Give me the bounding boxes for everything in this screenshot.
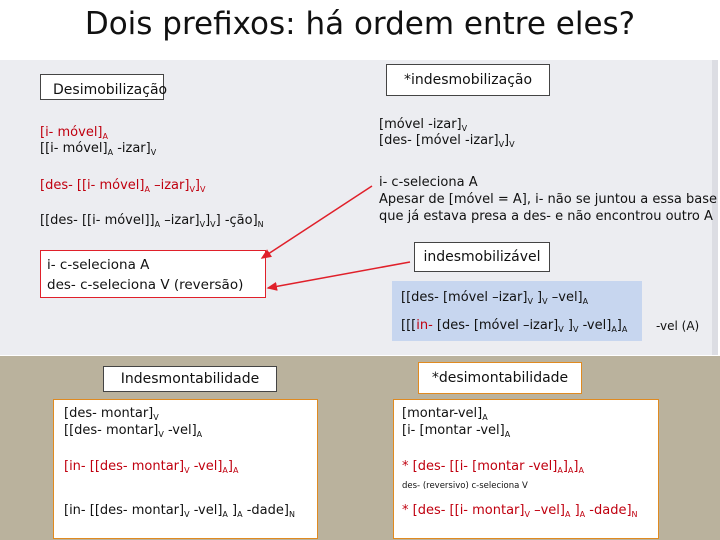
note-des-line: des- c-seleciona V (reversão) <box>47 277 244 293</box>
lt-line1: [i- $móvel]_A$ <box>40 125 108 141</box>
lb-line3: [in- [[des- $montar]_V$ $-vel]_A]_A$ <box>64 459 239 475</box>
indesmobilizacao-text: *indesmobilização <box>403 72 533 88</box>
slide-title: Dois prefixos: há ordem entre eles? <box>84 6 636 42</box>
arrow-to-selection-i <box>262 186 372 258</box>
rt-expl1: i- c-seleciona A <box>379 175 478 190</box>
lb-line4: [in- [[des- $montar]_V$ $-vel]_A$ ]$_A$ $-dade]_N$ <box>64 503 295 519</box>
rb-line4: * [des- [[i- $montar]_V$ $-vel]_A$ ]$_A$ $-dade]_N$ <box>402 503 638 519</box>
rb-line2: [i- [montar $-vel]_A$ <box>402 423 511 439</box>
rt-expl2: Apesar de [móvel = A], i- não se juntou a essa base <box>379 192 717 207</box>
rb-line3: * [des- [[i- [montar $-vel]_A]_A]_A$ <box>402 459 584 475</box>
desimontabilidade-text: *desimontabilidade <box>431 370 569 386</box>
lt-line4: [[des- [[i- $móvel]]_A$ $-izar]_V]_V$] $-ção]_N$ <box>40 213 264 229</box>
rt-form2: [[[in- [des- [móvel $-izar]_V$ ]$_V$ $-vel]_A]_A$ <box>401 318 628 334</box>
rt-expl3: que já estava presa a des- e não encontrou outro A <box>379 209 713 224</box>
lt-line3: [des- [[i- $móvel]_A$ $-izar]_V]_V$ <box>40 178 206 194</box>
lt-line2: [[i- $móvel]_A$ $-izar]_V$ <box>40 141 157 157</box>
desimobilizacao-text: Desimobilização <box>53 82 168 98</box>
lb-line2: [[des- $montar]_V$ $-vel]_A$ <box>64 423 203 439</box>
arrow-to-selection-des <box>268 262 410 288</box>
indesmobilizavel-text: indesmobilizável <box>423 249 541 265</box>
rt-line1: [móvel $-izar]_V$ <box>379 117 468 133</box>
rt-form1: [[des- [móvel $-izar]_V$ ]$_V$ $-vel]_A$ <box>401 290 589 306</box>
indesmontabilidade-text: Indesmontabilidade <box>120 371 260 387</box>
vel-note: -vel (A) <box>656 319 700 333</box>
note-i-line: i- c-seleciona A <box>47 257 150 273</box>
rt-line2: [des- [móvel $-izar]_V]_V$ <box>379 133 515 149</box>
lb-line1: [des- $montar]_V$ <box>64 406 159 422</box>
rb-line1: $[montar-vel]_A$ <box>402 406 488 422</box>
rb-note: des- (reversivo) c-seleciona V <box>402 481 528 491</box>
